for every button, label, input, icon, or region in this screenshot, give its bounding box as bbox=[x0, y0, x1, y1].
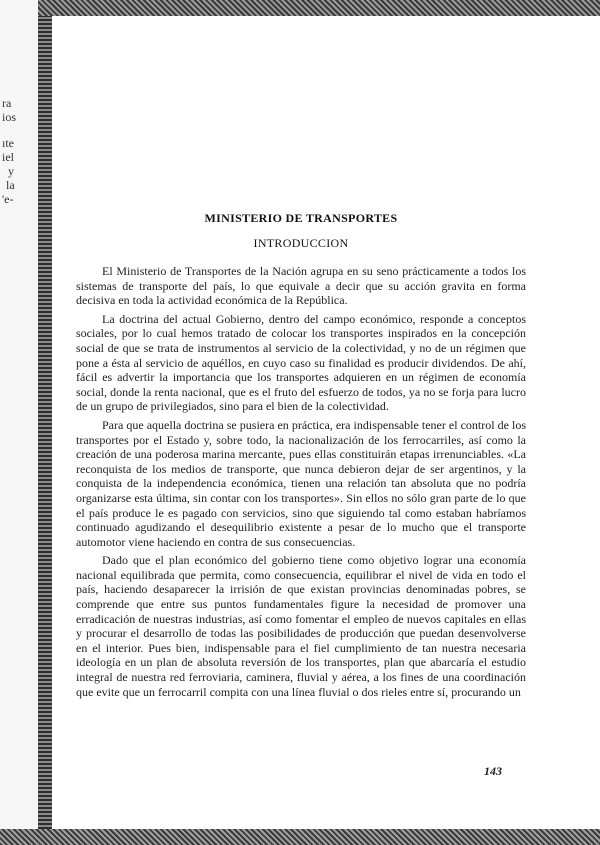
margin-fragment: ra bbox=[2, 96, 12, 110]
paragraph: Dado que el plan económico del gobierno tiene como objetivo lograr una economía nacional equilibrada que permita, como consecuencia, equilibrar el nivel de vida en todo el país, haciendo desaparecer la irrisión de que existan provincias denominadas pobres, se comprende que entre sus puntos fundamentales figure la necesidad de promover una erradicación de nuestras industrias, así como fomentar el empleo de nuevos capitales en ellas y procurar el desarrollo de todas las posibilidades de producción que puedan desenvolverse en el interior. Pues bien, indispensable para el fiel cumplimiento de tan nuestra necesaria ideología en un plan de absoluta reversión de los transportes, plan que abarcaría el estudio integral de nuestra red ferroviaria, caminera, fluvial y aérea, a los fines de una coordinación que evite que un ferrocarril compita con una línea fluvial o dos rieles entre sí, procurando un bbox=[76, 553, 526, 699]
section-subtitle: INTRODUCCION bbox=[253, 236, 349, 250]
margin-fragment: la bbox=[6, 178, 15, 192]
document-title: MINISTERIO DE TRANSPORTES bbox=[204, 211, 398, 225]
margin-fragment: y bbox=[8, 164, 14, 178]
page-number: 143 bbox=[484, 764, 502, 778]
margin-fragment: ios bbox=[2, 110, 17, 124]
margin-fragment: ıte bbox=[2, 136, 14, 150]
scan-top-border bbox=[0, 0, 600, 16]
paragraph: Para que aquella doctrina se pusiera en práctica, era indispensable tener el control de los transportes por el Estado y, sobre todo, la nacionalización de los ferrocarriles, así como la creación de una poderosa marina mercante, pues ellas constituirán etapas irrenunciables. «La reconquista de los medios de transporte, que nunca debieron dejar de ser argentinos, y la conquista de la independencia económica, tienen una relación tan absoluta que no podría organizarse esta última, sin contar con los transportes». Sin ellos no sólo gran parte de lo que el país produce le es pagado con servicios, sino que siguiendo tal como estaban habríamos continuado agudizando el desequilibrio existente a pesar de lo mucho que el transporte automotor viene haciendo en contra de sus consecuencias. bbox=[76, 417, 526, 549]
facing-page-fragments bbox=[2, 96, 36, 206]
book-spine-shadow bbox=[38, 16, 52, 829]
paragraph: El Ministerio de Transportes de la Nación agrupa en su seno prácticamente a todos los sistemas de transporte del país, lo que equivale a decir que su acción gravita en forma decisiva en toda la actividad económica de la República. bbox=[76, 264, 526, 308]
paragraph: La doctrina del actual Gobierno, dentro del campo económico, responde a conceptos sociales, por lo cual hemos tratado de colocar los transportes inspirados en la concepción social de que se trata de instrumentos al servicio de la colectividad, y no de un régimen que pone a ésta al servicio de aquéllos, en cuyo caso su finalidad es producir dividendos. De ahí, fácil es advertir la importancia que los transportes adquieren en un régimen de economía social, donde la renta nacional, que es el fruto del esfuerzo de todos, ya no se forja para lucro de un grupo de privilegiados, sino para el bien de la colectividad. bbox=[76, 311, 526, 414]
scan-bottom-border bbox=[0, 829, 600, 845]
body-text bbox=[76, 264, 526, 703]
margin-fragment: iel bbox=[2, 150, 14, 164]
margin-fragment: 'e- bbox=[2, 192, 14, 206]
